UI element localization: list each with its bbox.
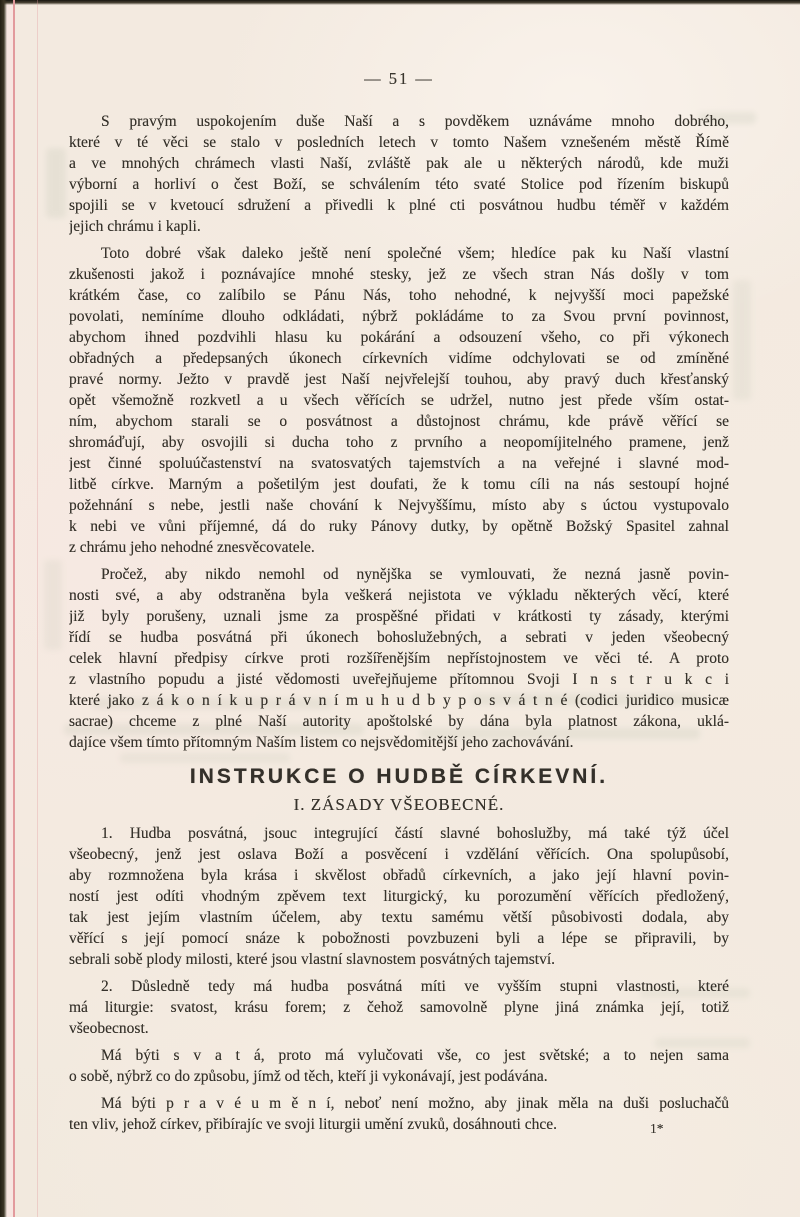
paragraph <box>69 1045 729 1087</box>
text-line: které v té věci se stalo v posledních letech v tomto Našem vznešeném městě Římě <box>69 134 729 151</box>
text-line: má liturgie: svatost, krásu forem; z čehož samovolně plyne jiná známka její, totiž <box>69 999 729 1016</box>
text-line: S pravým uspokojením duše Naší a s povděkem uznáváme mnoho dobrého, <box>101 113 729 130</box>
scan-edge-left <box>0 0 7 1217</box>
text-line: 2. Důsledně tedy má hudba posvátná míti ve vyšším stupni vlastnosti, které <box>101 978 729 995</box>
text-line: 1. Hudba posvátná, jsouc integrující částí slavné bohoslužby, má také týž účel <box>101 825 729 842</box>
margin-rule-line-faint <box>37 0 38 1217</box>
text-line: z chrámu jeho nehodné znesvěcovatele. <box>69 539 315 556</box>
paragraph <box>69 823 729 970</box>
text-line: již byly porušeny, uznali jsme za prospěšné přidati v krátkosti ty zásady, kterými <box>69 608 729 625</box>
text-line: z vlastního popudu a jisté vědomosti uveřejňujeme přítomnou Svoji I n s t r u k c i <box>69 671 729 688</box>
text-line: dajíce všem tímto přítomným Naším listem co nejsvědomitější jeho zachovávání. <box>69 734 574 751</box>
text-line: Pročež, aby nikdo nemohl od nynějška se vymlouvati, že nezná jasně povin- <box>101 566 729 583</box>
bleed-through-artifact <box>44 560 62 650</box>
text-line: sebrali sobě plody milosti, které jsou vlastní slavnostem posvátných tajemství. <box>69 951 556 968</box>
text-line: které jako z á k o n í k u p r á v n í m u h u d b y p o s v á t n é (codici juridico musicæ <box>69 692 729 709</box>
text-line: celek hlavní předpisy církve proti rozšířenějším nepřístojnostem ve věci té. A proto <box>69 650 729 667</box>
paragraph <box>69 976 729 1039</box>
text-line: aby rozmnožena byla krása i skvělost obřadů církevních, a jako její hlavní povin- <box>69 867 729 884</box>
bleed-through-artifact <box>733 280 751 400</box>
margin-rule-line <box>13 0 15 1217</box>
text-line: tak jest jejím vlastním účelem, aby textu samému větší působivosti dodala, aby <box>69 909 729 926</box>
text-line: jest činné spoluúčastenství na svatosvatých tajemstvích a na veřejné i slavné mod- <box>69 455 729 472</box>
text-line: sacrae) chceme z plné Naší autority apoštolské by dána byla platnost zákona, uklá- <box>69 713 729 730</box>
text-line: krátkém čase, co zalíbilo se Pánu Nás, toho nehodné, k nejvyšší moci papežské <box>69 287 729 304</box>
text-line: opět všemožně rozkvetl a u všech věřících se udržel, nutno jest přede vším ostat- <box>69 392 729 409</box>
text-line: Má býti p r a v é u m ě n í, neboť není možno, aby jinak měla na duši posluchačů <box>101 1095 729 1112</box>
text-line: věřící s její pomocí snáze k pobožnosti povzbuzeni byli a lépe se připravili, by <box>69 930 729 947</box>
paragraph <box>69 564 729 753</box>
text-line: shromáďují, aby osvojili si ducha toho z prvního a neopomíjitelného pramene, jenž <box>69 434 729 451</box>
bleed-through-artifact <box>46 148 66 218</box>
signature-mark: 1* <box>650 1121 664 1136</box>
section-title: INSTRUKCE O HUDBĚ CÍRKEVNÍ. <box>189 765 609 788</box>
text-line: ten vliv, jehož církev, přibírajíc ve svoji liturgii umění zvuků, dosáhnouti chce. <box>69 1116 557 1133</box>
paragraph <box>69 243 729 558</box>
scan-edge-top <box>0 0 800 5</box>
text-line: ním, abychom starali se o posvátnost a důstojnost chrámu, kde právě věřící se <box>69 413 729 430</box>
text-line: k nebi ve vůni příjemné, dá do ruky Pánovy dutky, by opětně Božský Spasitel zahnal <box>69 518 729 535</box>
text-line: výborní a horliví o čest Boží, se schválením této svaté Stolice pod řízením biskupů <box>69 176 729 193</box>
text-line: všeobecný, jenž jest oslava Boží a posvěcení i vzdělání věřících. Ona spolupůsobí, <box>69 846 729 863</box>
text-line: povolati, nemíníme dlouho odkládati, nýbrž pokládáme to za Svou první povinnost, <box>69 308 729 325</box>
section-subtitle: I. ZÁSADY VŠEOBECNÉ. <box>293 795 505 814</box>
paragraph <box>69 1093 729 1135</box>
text-line: Toto dobré však daleko ještě není společné všem; hledíce pak ku Naší vlastní <box>101 245 729 262</box>
paragraph <box>69 111 729 237</box>
text-line: požehnání s nebe, jestli naše chování k Nejvyššímu, místo aby s úctou vystupovalo <box>69 497 729 514</box>
text-line: litbě církve. Marným a pošetilým jest doufati, že k tomu cíli na nás sestoupí hojné <box>69 476 729 493</box>
text-line: všeobecnost. <box>69 1020 149 1037</box>
document-body <box>69 111 729 1141</box>
text-line: obřadných a předepsaných úkonech církevních vidíme odchylovati se od zmíněné <box>69 350 729 367</box>
text-line: ností jest odíti vhodným zpěvem text liturgický, ku porozumění věřících předložený, <box>69 888 729 905</box>
text-line: pravé normy. Ježto v pravdě jest Naší nejvřelejší touhou, aby pravý duch křesťanský <box>69 371 729 388</box>
text-line: a ve mnohých chrámech vlasti Naší, zvláště pak ale u některých národů, kde muži <box>69 155 729 172</box>
page-number: — 51 — <box>364 69 434 88</box>
text-line: nosti své, a aby odstraněna byla veškerá nejistota ve výkladu některých věcí, které <box>69 587 729 604</box>
text-line: o sobě, nýbrž co do způsobu, jímž od těch, kteří ji vykonávají, jest podávána. <box>69 1068 548 1085</box>
text-line: jejich chrámu i kapli. <box>69 218 201 235</box>
text-line: spojili se v kvetoucí sdružení a přivedli k plné cti posvátnou hudbu téměř v každém <box>69 197 729 214</box>
text-line: Má býti s v a t á, proto má vylučovati vše, co jest světské; a to nejen sama <box>101 1047 729 1064</box>
text-line: abychom ihned pozdvihli hlasu ku pokárání a odsouzení všeho, co při výkonech <box>69 329 729 346</box>
text-line: zkušenosti jakož i poznávajíce mnohé stesky, jež ze všech stran Nás došly v tom <box>69 266 729 283</box>
text-line: řídí se hudba posvátná při úkonech bohoslužebných, a sebrati v jeden všeobecný <box>69 629 729 646</box>
